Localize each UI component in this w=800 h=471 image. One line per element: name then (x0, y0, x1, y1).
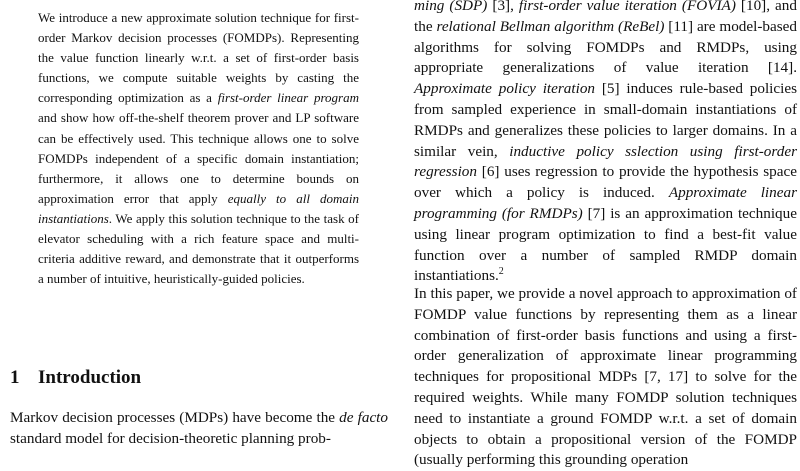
abstract-paragraph (38, 8, 359, 289)
footnote-marker[interactable]: 2 (498, 266, 504, 278)
body-emphasis: first-order value iteration (FOVIA) (518, 0, 736, 14)
body-emphasis: relational Bellman algorithm (ReBel) (436, 17, 665, 35)
related-work-paragraph (414, 0, 797, 287)
body-text: [5] induces rule-based policies from sampled experience in small-domain instantiations of RMDPs and generalizes these policies to larger domains. In a similar vein, (414, 80, 798, 160)
body-text: [11] are model-based algorithms for solving FOMDPs and RMDPs, using appropriate generalizations of value iteration [14]. (414, 17, 797, 77)
section-title: Introduction (38, 367, 142, 388)
body-emphasis: ming (SDP) (414, 0, 488, 14)
abstract-text: and show how off-the-shelf theorem prover and LP software can be effectively used. This technique allows one to solve FOMDPs independent of a specific domain instantiation; furthermore, it allows one to determine bounds on approximation error that apply (38, 110, 359, 206)
body-text: In this paper, we provide a novel approach to approximation of FOMDP value functions by representing them as a linear combination of first-order basis functions and using a first-order generalization of approximate linear programming techniques for propositional MDPs [7, 17] to solve for the required weights. While many FOMDP solution techniques need to instantiate a ground FOMDP w.r.t. a set of domain objects to obtain a propositional version of the FOMDP (usually performing this grounding operation (414, 285, 797, 469)
abstract-emphasis: first-order linear program (217, 90, 359, 106)
body-text: [7] is an approximation technique using linear program optimization to find a best-fit value function over a number of sampled RMDP domain instantiations. (414, 204, 797, 285)
body-text: [3], (487, 0, 519, 14)
abstract-emphasis: equally to all domain instantiations (38, 190, 359, 226)
body-text: [10], and the (414, 0, 797, 35)
intro-paragraph (10, 408, 388, 450)
abstract-text: . We apply this solution technique to the task of elevator scheduling with a rich feature space and multi-criteria additive reward, and demonstrate that it outperforms a number of intuitive, heuristically-guided policies. (38, 210, 359, 287)
body-text: Markov decision processes (MDPs) have become the (10, 409, 340, 426)
body-emphasis: de facto (339, 409, 388, 426)
section-number: 1 (10, 367, 20, 388)
body-text: [6] uses regression to provide the hypothesis space over which a policy is induced. (414, 163, 797, 202)
body-emphasis: Approximate linear programming (for RMDPs) (414, 184, 797, 222)
body-text: standard model for decision-theoretic planning prob- (10, 429, 331, 447)
body-emphasis: inductive policy sslection using first-order regression (414, 142, 797, 181)
contribution-paragraph (414, 284, 797, 471)
section-heading (10, 364, 390, 392)
abstract-text: We introduce a new approximate solution technique for first-order Markov decision processes (FOMDPs). Representing the value function linearly w.r.t. a set of first-order basis functions, we compute suitable weights by casting the corresponding optimization as a (38, 10, 359, 106)
body-emphasis: Approximate policy iteration (414, 80, 596, 98)
